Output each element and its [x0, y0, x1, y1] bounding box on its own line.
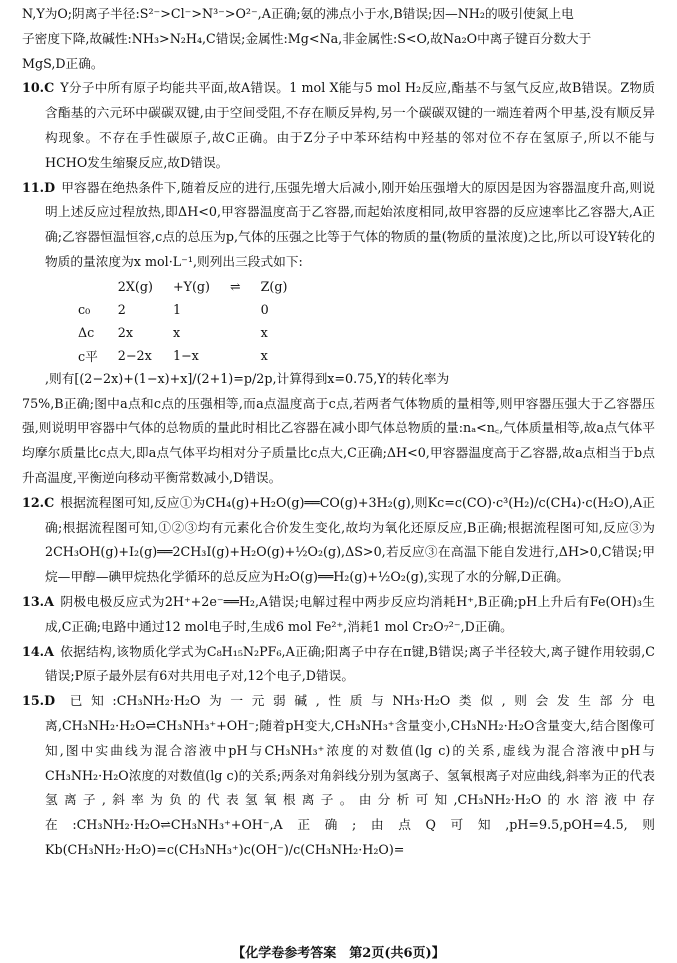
item-answer: D [44, 693, 56, 709]
item-answer: A [44, 643, 54, 659]
item-number: 11. [22, 179, 45, 195]
answer-item-13 [22, 590, 655, 640]
answer-item-14 [22, 640, 655, 690]
table-cell [220, 344, 251, 367]
table-cell: 1 [172, 301, 182, 317]
item-number: 15. [22, 693, 45, 709]
item-number: 14. [22, 643, 45, 659]
answer-item-10 [22, 76, 655, 175]
table-cell: 0 [260, 301, 269, 317]
table-cell: x [260, 324, 268, 340]
table-cell: 2X(g) [117, 278, 153, 294]
item-text: 根据流程图可知,反应①为CH₄(g)+H₂O(g)══CO(g)+3H₂(g),则Kc=c(CO)·c³(H₂)/c(CH₄)·c(H₂O),A正确;根据流程图可知,①②③均有元素化合价发生变化,故均为氧化还原反应,B正确;根据流程图可知,反应③为2CH₃OH(g)+I₂(g)══2CH₃I(g)+H₂O(g)+½O₂(g),ΔS>0,若反应③在高温下能自发进行,ΔH>0,C错误;甲烷—甲醇—碘甲烷热化学循环的总反应为H₂O(g)══H₂(g)+½O₂(g),实现了水的分解,D正确。 [45, 494, 655, 585]
table-cell: ⇌ [229, 278, 241, 294]
answer-item-12 [22, 491, 655, 590]
item-number: 12. [22, 494, 45, 510]
table-cell [220, 298, 251, 321]
three-stage-table [68, 275, 297, 367]
item-text: 依据结构,该物质化学式为C₈H₁₅N₂PF₆,A正确;阳离子中存在π键,B错误;离子半径较大,离子键作用较弱,C错误;P原子最外层有6对共用电子对,12个电子,D错误。 [45, 643, 655, 684]
table-cell: 2−2x [117, 347, 152, 363]
item-text-continued: 75%,B正确;图中a点和c点的压强相等,而a点温度高于c点,若两者气体物质的量相等,则甲容器压强大于乙容器压强,则说明甲容器中气体的总物质的量此时相比乙容器在减小即气体总物质的量:nₐ<n꜀,气体质量相等,故a点气体平均摩尔质量比c点大,即a点气体平均相对分子质量比c点大,C正确;ΔH<0,甲容器温度高于乙容器,故a点相当于b点升高温度,平衡逆向移动平衡常数减小,D错误。 [22, 395, 655, 485]
item-text-continued: ,则有[(2−2x)+(1−x)+x]/(2+1)=p/2p,计算得到x=0.75,Y的转化率为 [45, 370, 450, 386]
item-number: 13. [22, 593, 45, 609]
text-line: MgS,D正确。 [22, 55, 104, 71]
text-line: N,Y为O;阴离子半径:S²⁻>Cl⁻>N³⁻>O²⁻,A正确;氨的沸点小于水,B错误;因—NH₂的吸引使氮上电 [22, 6, 574, 21]
table-cell [68, 275, 108, 298]
answer-item-11 [22, 176, 655, 275]
item-text: 已知:CH₃NH₂·H₂O为一元弱碱,性质与NH₃·H₂O类似,则会发生部分电离,CH₃NH₂·H₂O⇌CH₃NH₃⁺+OH⁻;随着pH变大,CH₃NH₃⁺含量变小,CH₃NH₂·H₂O含量变大,结合图像可知,图中实曲线为混合溶液中pH与CH₃NH₃⁺浓度的对数值(lg c)的关系,虚线为混合溶液中pH与CH₃NH₂·H₂O浓度的对数值(lg c)的关系;两条对角斜线分别为氢离子、氢氧根离子对应曲线,斜率为正的代表氢离子,斜率为负的代表氢氧根离子。由分析可知,CH₃NH₂·H₂O的水溶液中存在:CH₃NH₂·H₂O⇌CH₃NH₃⁺+OH⁻,A正确;由点Q可知,pH=9.5,pOH=4.5,则Kb(CH₃NH₂·H₂O)=c(CH₃NH₃⁺)c(OH⁻)/c(CH₃NH₂·H₂O)= [45, 693, 655, 857]
item-answer: D [44, 179, 56, 195]
item-answer: C [44, 80, 55, 96]
item-answer: C [44, 494, 55, 510]
table-cell: c平 [78, 348, 98, 364]
table-cell: x [260, 347, 268, 363]
page-footer: 【化学卷参考答案 第2页(共6页)】 [232, 946, 445, 961]
table-cell [220, 321, 251, 344]
item-text: 甲容器在绝热条件下,随着反应的进行,压强先增大后减小,刚开始压强增大的原因是因为容器温度升高,则说明上述反应过程放热,即ΔH<0,甲容器温度高于乙容器,而起始浓度相同,故甲容器的反应速率比乙容器大,A正确;乙容器恒温恒容,c点的总压为p,气体的压强之比等于气体的物质的量(物质的量浓度)之比,所以可设Y转化的物质的量浓度为x mol·L⁻¹,则列出三段式如下: [45, 179, 655, 269]
table-cell: 2 [117, 301, 126, 317]
table-cell: Δc [78, 324, 95, 340]
table-cell: 1−x [172, 347, 199, 363]
text-line: 子密度下降,故碱性:NH₃>N₂H₄,C错误;金属性:Mg<Na,非金属性:S<O,故Na₂O中离子键百分数大于 [22, 30, 592, 46]
table-cell: c₀ [78, 301, 91, 317]
answer-item-15 [22, 689, 655, 863]
table-cell: +Y(g) [172, 278, 210, 294]
table-cell: 2x [117, 324, 134, 340]
item-text: Y分子中所有原子均能共平面,故A错误。1 mol X能与5 mol H₂反应,酯基不与氢气反应,故B错误。Z物质含酯基的六元环中碳碳双键,由于空间受阻,不存在顺反异构,另一个碳碳双键的一端连着两个甲基,没有顺反异构现象。不存在手性碳原子,故C正确。由于Z分子中苯环结构中羟基的邻对位不存在氢原子,所以不能与HCHO发生缩聚反应,故D错误。 [45, 80, 655, 170]
table-cell: Z(g) [260, 278, 288, 294]
table-cell: x [172, 324, 181, 340]
item-text: 阴极电极反应式为2H⁺+2e⁻══H₂,A错误;电解过程中两步反应均消耗H⁺,B正确;pH上升后有Fe(OH)₃生成,C正确;电路中通过12 mol电子时,生成6 mol Fe²⁺,消耗1 mol Cr₂O₇²⁻,D正确。 [45, 593, 655, 634]
item-answer: A [44, 593, 54, 609]
item-number: 10. [22, 80, 45, 96]
